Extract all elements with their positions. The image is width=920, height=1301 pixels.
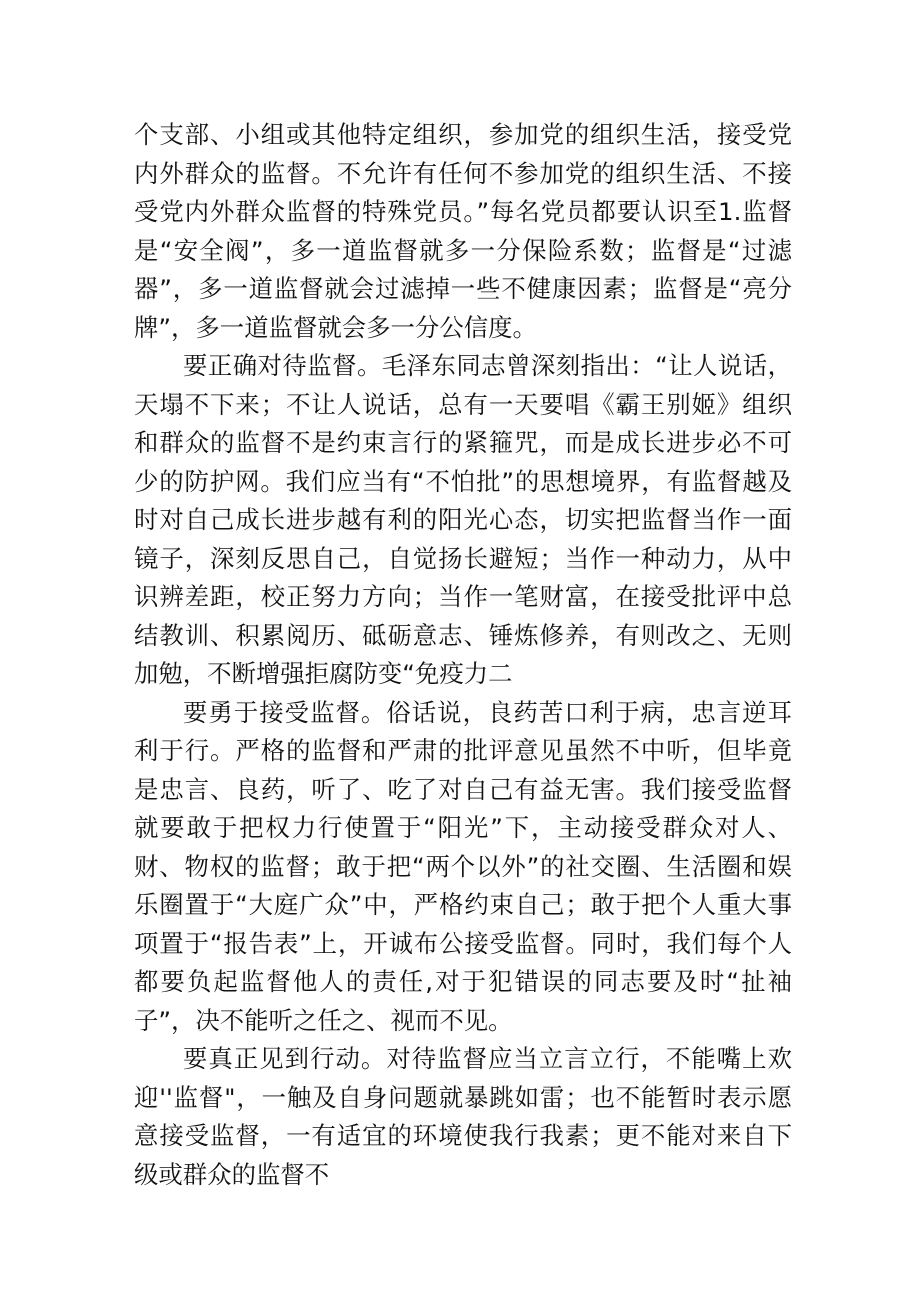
paragraph-4: 要真正见到行动。对待监督应当立言立行，不能嘴上欢迎''监督"，一触及自身问题就暴跳如雷；也不能暂时表示愿意接受监督，一有适宜的环境使我行我素；更不能对来自下级或群众的监督不 bbox=[134, 1044, 792, 1189]
paragraph-2: 要正确对待监督。毛泽东同志曾深刻指出：“让人说话，天塌不下来；不让人说话，总有一天要唱《霸王别姬》组织和群众的监督不是约束言行的紧箍咒，而是成长进步必不可少的防护网。我们应当有“不怕批”的思想境界，有监督越及时对自己成长进步越有利的阳光心态，切实把监督当作一面镜子，深刻反思自己，自觉扬长避短；当作一种动力，从中识辨差距，校正努力方向；当作一笔财富，在接受批评中总结教训、积累阅历、砥砺意志、锤炼修养，有则改之、无则加勉，不断增强拒腐防变“免疫力二 bbox=[134, 351, 792, 688]
document-body bbox=[134, 116, 792, 1194]
paragraph-1: 个支部、小组或其他特定组织，参加党的组织生活，接受党内外群众的监督。不允许有任何不参加党的组织生活、不接受党内外群众监督的特殊党员。”每名党员都要认识至1.监督是“安全阀”，多一道监督就多一分保险系数；监督是“过滤器”，多一道监督就会过滤掉一些不健康因素；监督是“亮分牌”，多一道监督就会多一分公信度。 bbox=[134, 120, 792, 342]
paragraph-3: 要勇于接受监督。俗话说，良药苦口利于病，忠言逆耳利于行。严格的监督和严肃的批评意见虽然不中听，但毕竟是忠言、良药，听了、吃了对自己有益无害。我们接受监督就要敢于把权力行使置于“阳光”下，主动接受群众对人、财、物权的监督；敢于把“两个以外”的社交圈、生活圈和娱乐圈置于“大庭广众”中，严格约束自己；敢于把个人重大事项置于“报告表”上，开诚布公接受监督。同时，我们每个人都要负起监督他人的责任,对于犯错误的同志要及时“扯袖子”，决不能听之任之、视而不见。 bbox=[134, 697, 792, 1035]
